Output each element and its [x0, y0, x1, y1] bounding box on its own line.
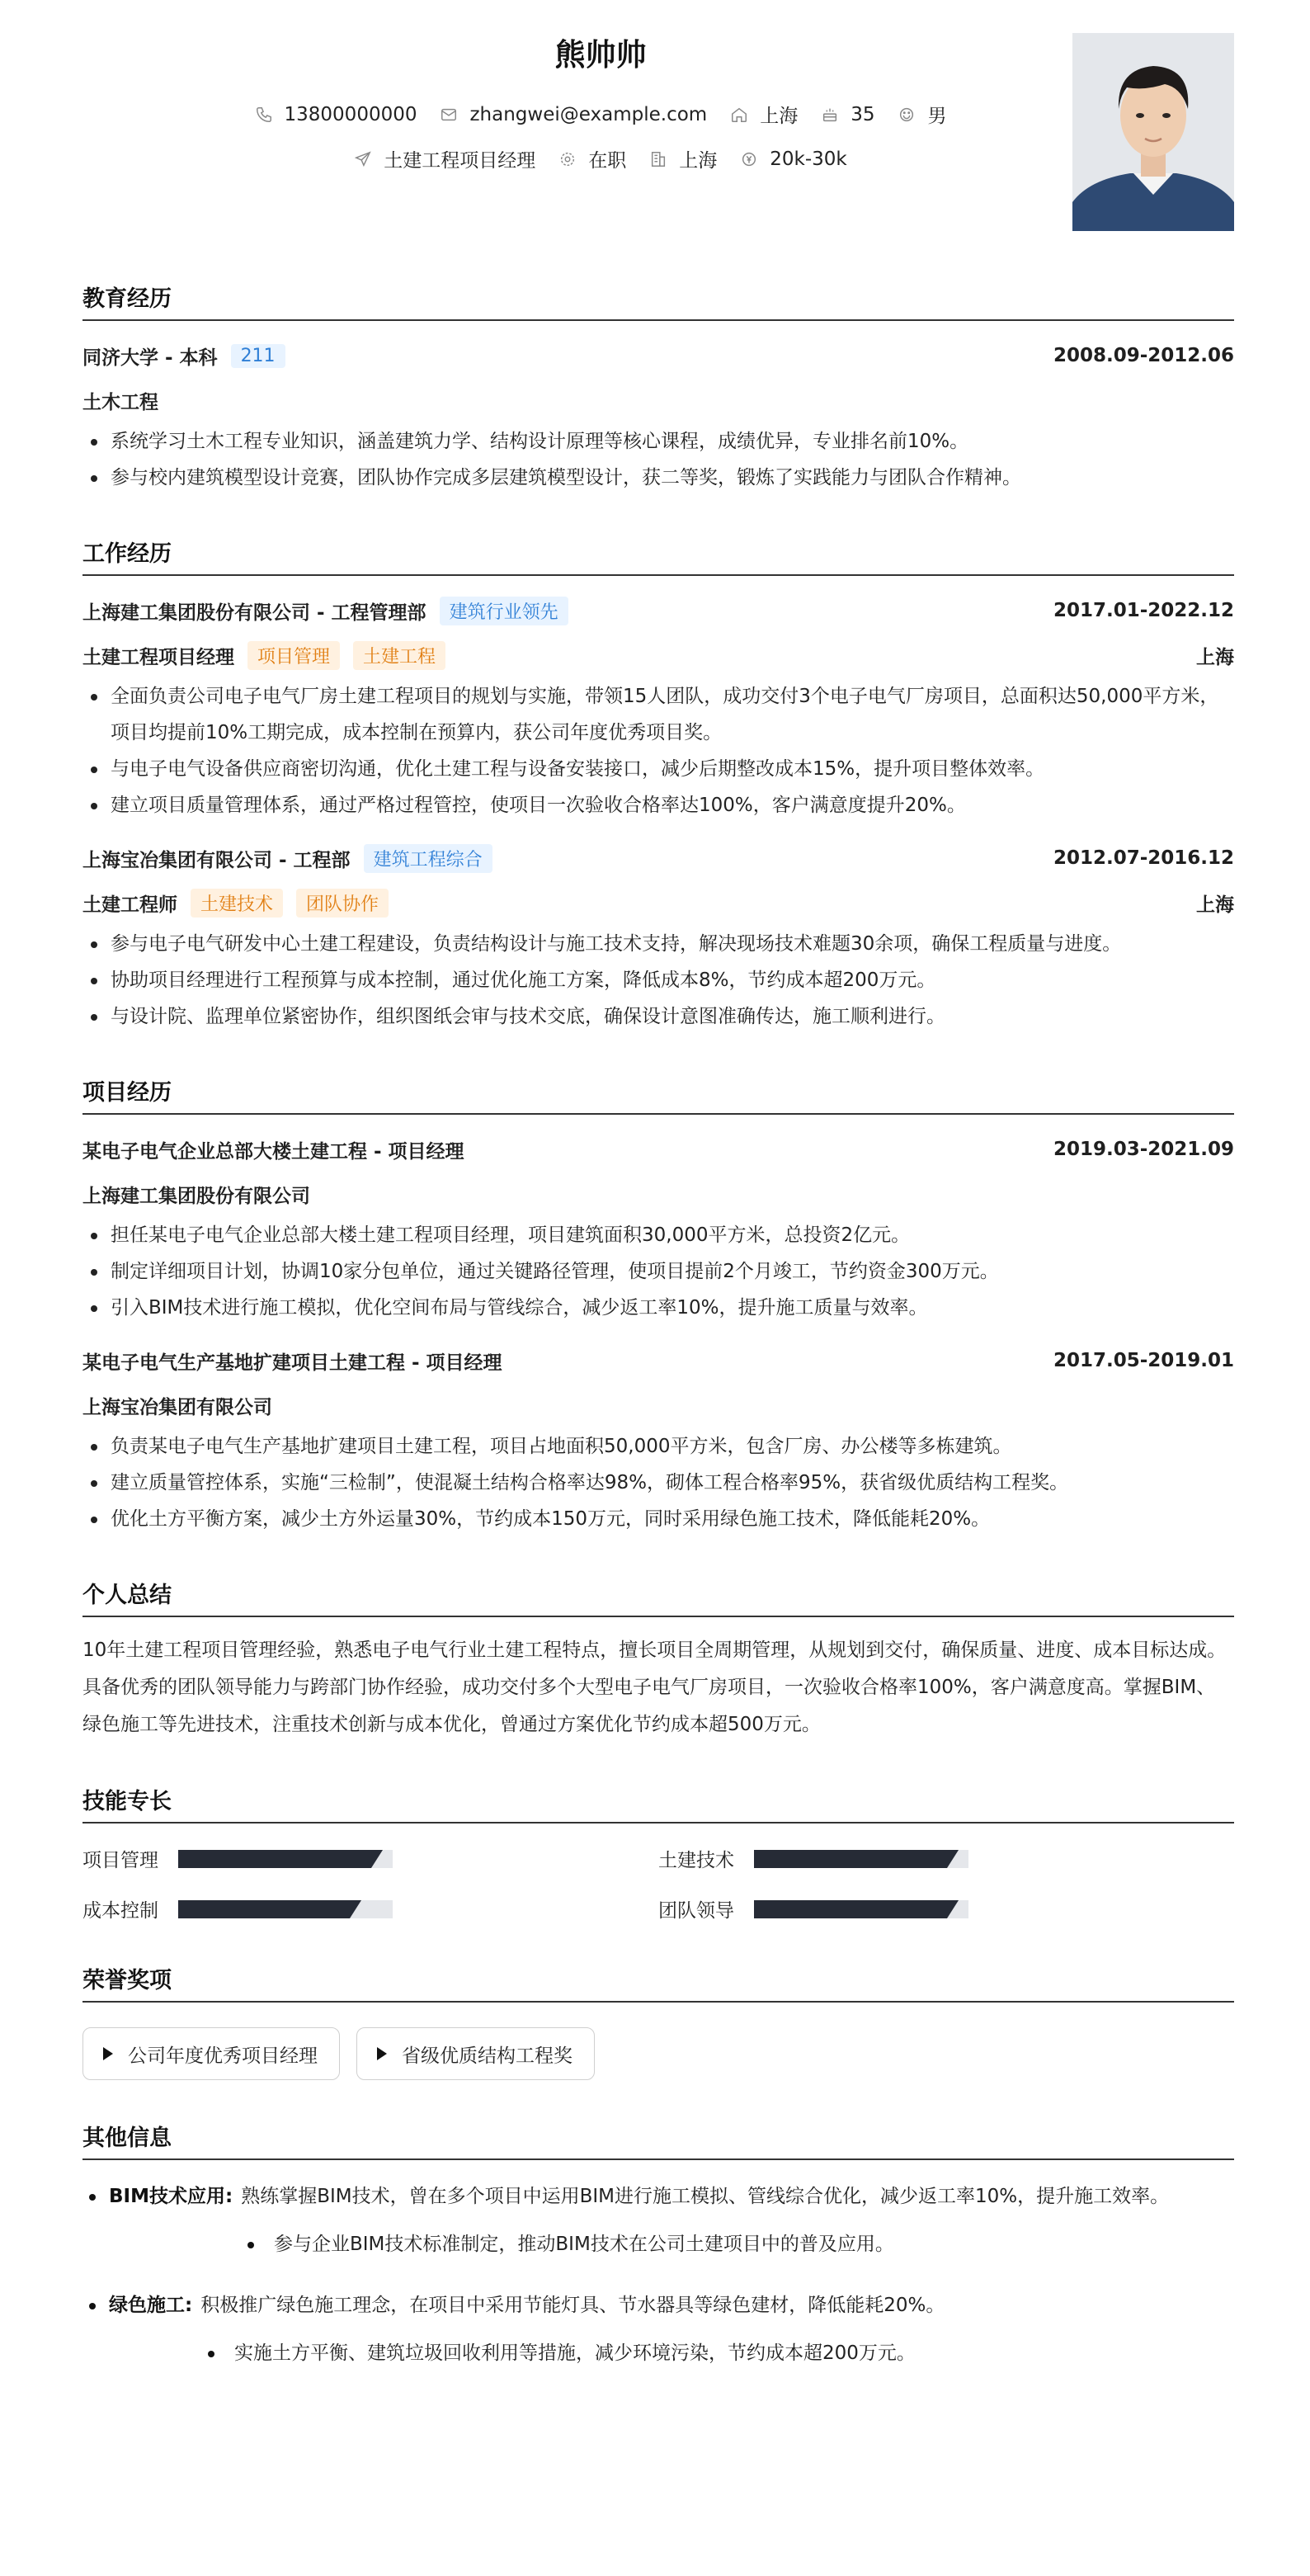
list-item: 实施土方平衡、建筑垃圾回收利用等措施，减少环境污染，节约成本超200万元。	[82, 2335, 1234, 2371]
gender-info	[898, 101, 946, 128]
contact-row	[82, 101, 1119, 128]
skill-name: 项目管理	[82, 1850, 158, 1871]
skill-bar	[754, 1850, 968, 1868]
work-bullets	[82, 926, 1234, 1035]
play-icon	[103, 2047, 113, 2060]
other-label: 绿色施工:	[109, 2295, 193, 2316]
profile-photo	[1072, 33, 1234, 231]
summary-title: 个人总结	[82, 1577, 1234, 1617]
job-intent-row	[82, 145, 1119, 172]
education-title: 教育经历	[82, 281, 1234, 321]
list-item: 参与校内建筑模型设计竞赛，团队协作完成多层建筑模型设计，获二等奖，锻炼了实践能力与团队合作精神。	[82, 460, 1234, 496]
work-section	[82, 535, 1234, 1035]
age-info	[821, 104, 874, 125]
honor-badge	[356, 2027, 595, 2080]
status-text: 在职	[588, 150, 627, 172]
work-role-row	[82, 642, 1234, 668]
projects-section	[82, 1074, 1234, 1537]
work-title: 工作经历	[82, 535, 1234, 576]
other-text: 积极推广绿色施工理念，在项目中采用节能灯具、节水器具等绿色建材，降低能耗20%。	[200, 2295, 945, 2316]
project-org-row	[82, 1181, 1234, 1207]
skills-grid	[82, 1845, 1234, 1923]
list-item: 参与电子电气研发中心土建工程建设，负责结构设计与施工技术支持，解决现场技术难题30余项，确保工程质量与进度。	[82, 926, 1234, 962]
list-item: 引入BIM技术进行施工模拟，优化空间布局与管线综合，减少返工率10%，提升施工质量与效率。	[82, 1290, 1234, 1326]
skill-bar	[178, 1900, 393, 1918]
project-org-row	[82, 1392, 1234, 1418]
honor-badge	[82, 2027, 340, 2080]
project-date: 2019.03-2021.09	[1053, 1139, 1234, 1160]
list-item: 系统学习土木工程专业知识，涵盖建筑力学、结构设计原理等核心课程，成绩优异，专业排名前10%。	[82, 423, 1234, 460]
project-entry-header	[82, 1347, 1234, 1374]
skill-bar-fill	[178, 1850, 371, 1868]
list-item: 建立质量管控体系，实施“三检制”，使混凝土结构合格率达98%，砌体工程合格率95%，获省级优质结构工程奖。	[82, 1465, 1234, 1501]
phone-text: 13800000000	[284, 103, 417, 125]
role-tag: 土建工程	[353, 641, 445, 670]
honors-list	[82, 2027, 1234, 2080]
project-name: 某电子电气企业总部大楼土建工程 - 项目经理	[82, 1140, 464, 1163]
candidate-name: 熊帅帅	[554, 37, 647, 73]
education-bullets	[82, 423, 1234, 496]
list-item	[82, 2178, 1234, 2215]
school-name: 同济大学 - 本科	[82, 347, 218, 369]
company-tag: 建筑工程综合	[364, 844, 492, 873]
salary-text: 20k-30k	[770, 148, 847, 170]
project-entry-header	[82, 1136, 1234, 1163]
resume-header	[82, 0, 1234, 248]
skill-name: 土建技术	[658, 1850, 734, 1871]
position-info	[354, 145, 535, 172]
other-list	[82, 2178, 1234, 2371]
list-item: 全面负责公司电子电气厂房土建工程项目的规划与实施，带领15人团队，成功交付3个电子电气厂房项目，总面积达50,000平方米，项目均提前10%工期完成，成本控制在预算内，获公司年度优秀项目奖。	[82, 678, 1234, 751]
building-icon	[649, 150, 667, 168]
send-icon	[354, 150, 372, 168]
cake-icon	[821, 106, 839, 124]
education-entry-header	[82, 342, 1234, 369]
list-item: 优化土方平衡方案，减少土方外运量30%，节约成本150万元，同时采用绿色施工技术，降低能耗20%。	[82, 1501, 1234, 1537]
work-entry-header	[82, 845, 1234, 871]
project-bullets	[82, 1217, 1234, 1326]
project-bullets	[82, 1428, 1234, 1537]
skill-bar-fill	[754, 1900, 947, 1918]
role-tag: 项目管理	[247, 641, 340, 670]
other-title: 其他信息	[82, 2120, 1234, 2160]
skill-name: 团队领导	[658, 1900, 734, 1922]
role-name: 土建工程项目经理	[82, 646, 234, 668]
other-text: 熟练掌握BIM技术，曾在多个项目中运用BIM进行施工模拟、管线综合优化，减少返工率10%，提升施工效率。	[241, 2186, 1170, 2207]
work-date: 2012.07-2016.12	[1053, 847, 1234, 869]
list-item: 协助项目经理进行工程预算与成本控制，通过优化施工方案，降低成本8%，节约成本超200万元。	[82, 962, 1234, 998]
list-item: 与设计院、监理单位紧密协作，组织图纸会审与技术交底，确保设计意图准确传达，施工顺利进行。	[82, 998, 1234, 1035]
work-role-row	[82, 889, 1234, 916]
list-item: 负责某电子电气生产基地扩建项目土建工程，项目占地面积50,000平方米，包含厂房、办公楼等多栋建筑。	[82, 1428, 1234, 1465]
education-date: 2008.09-2012.06	[1053, 345, 1234, 366]
skill-bar	[754, 1900, 968, 1918]
gender-icon	[898, 106, 916, 124]
honor-text: 省级优质结构工程奖	[402, 2045, 573, 2067]
project-name: 某电子电气生产基地扩建项目土建工程 - 项目经理	[82, 1352, 502, 1374]
status-info	[558, 145, 626, 172]
work-bullets	[82, 678, 1234, 823]
honor-text: 公司年度优秀项目经理	[128, 2045, 318, 2067]
city-info	[730, 101, 798, 128]
education-major-row	[82, 387, 1234, 413]
target-city-info	[649, 145, 717, 172]
project-date: 2017.05-2019.01	[1053, 1350, 1234, 1371]
other-section	[82, 2120, 1234, 2371]
position-text: 土建工程项目经理	[384, 150, 536, 172]
role-tag: 团队协作	[296, 889, 389, 918]
skills-title: 技能专长	[82, 1783, 1234, 1823]
skill-bar-fill	[754, 1850, 947, 1868]
home-icon	[730, 106, 748, 124]
email-info	[440, 104, 707, 125]
skill-item	[658, 1895, 1234, 1923]
salary-info	[740, 149, 846, 170]
skills-section	[82, 1783, 1234, 1923]
work-date: 2017.01-2022.12	[1053, 600, 1234, 621]
status-icon	[558, 150, 577, 168]
major-name: 土木工程	[82, 391, 158, 413]
skill-item	[82, 1895, 658, 1923]
project-org: 上海建工集团股份有限公司	[82, 1185, 310, 1207]
list-item: 建立项目质量管理体系，通过严格过程管控，使项目一次验收合格率达100%，客户满意度提升20%。	[82, 787, 1234, 823]
phone-icon	[255, 106, 273, 124]
work-location: 上海	[1196, 646, 1234, 668]
honors-title: 荣誉奖项	[82, 1962, 1234, 2003]
role-tag: 土建技术	[191, 889, 283, 918]
list-item: 担任某电子电气企业总部大楼土建工程项目经理，项目建筑面积30,000平方米，总投资2亿元。	[82, 1217, 1234, 1253]
list-item: 制定详细项目计划，协调10家分包单位，通过关键路径管理，使项目提前2个月竣工，节约资金300万元。	[82, 1253, 1234, 1290]
summary-text: 10年土建工程项目管理经验，熟悉电子电气行业土建工程特点，擅长项目全周期管理，从规划到交付，确保质量、进度、成本目标达成。具备优秀的团队领导能力与跨部门协作经验，成功交付多个大型电子电气厂房项目，一次验收合格率100%，客户满意度高。掌握BIM、绿色施工等先进技术，注重技术创新与成本优化，曾通过方案优化节约成本超500万元。	[82, 1639, 1227, 1735]
list-item	[82, 2287, 1234, 2324]
company-name: 上海建工集团股份有限公司 - 工程管理部	[82, 602, 426, 624]
email-text: zhangwei@example.com	[469, 103, 708, 125]
play-icon	[377, 2047, 387, 2060]
list-item: 参与企业BIM技术标准制定，推动BIM技术在公司土建项目中的普及应用。	[82, 2226, 1234, 2262]
money-icon	[740, 150, 758, 168]
summary-section	[82, 1577, 1234, 1743]
skill-item	[658, 1845, 1234, 1872]
target-city-text: 上海	[679, 150, 718, 172]
company-name: 上海宝冶集团有限公司 - 工程部	[82, 849, 351, 871]
work-entry-header	[82, 597, 1234, 624]
skill-bar-fill	[178, 1900, 350, 1918]
mail-icon	[440, 106, 458, 124]
skill-item	[82, 1845, 658, 1872]
city-text: 上海	[760, 106, 799, 127]
other-label: BIM技术应用:	[109, 2186, 233, 2207]
projects-title: 项目经历	[82, 1074, 1234, 1115]
skill-name: 成本控制	[82, 1900, 158, 1922]
list-item: 与电子电气设备供应商密切沟通，优化土建工程与设备安装接口，减少后期整改成本15%，提升项目整体效率。	[82, 751, 1234, 787]
gender-text: 男	[927, 106, 947, 127]
school-tag: 211	[231, 344, 285, 368]
age-text: 35	[851, 103, 875, 125]
honors-section	[82, 1962, 1234, 2080]
skill-bar	[178, 1850, 393, 1868]
project-org: 上海宝冶集团有限公司	[82, 1396, 272, 1418]
avatar	[1072, 33, 1234, 231]
education-section	[82, 281, 1234, 496]
role-name: 土建工程师	[82, 894, 177, 916]
work-location: 上海	[1196, 894, 1234, 916]
phone-info	[255, 104, 417, 125]
company-tag: 建筑行业领先	[440, 597, 568, 625]
